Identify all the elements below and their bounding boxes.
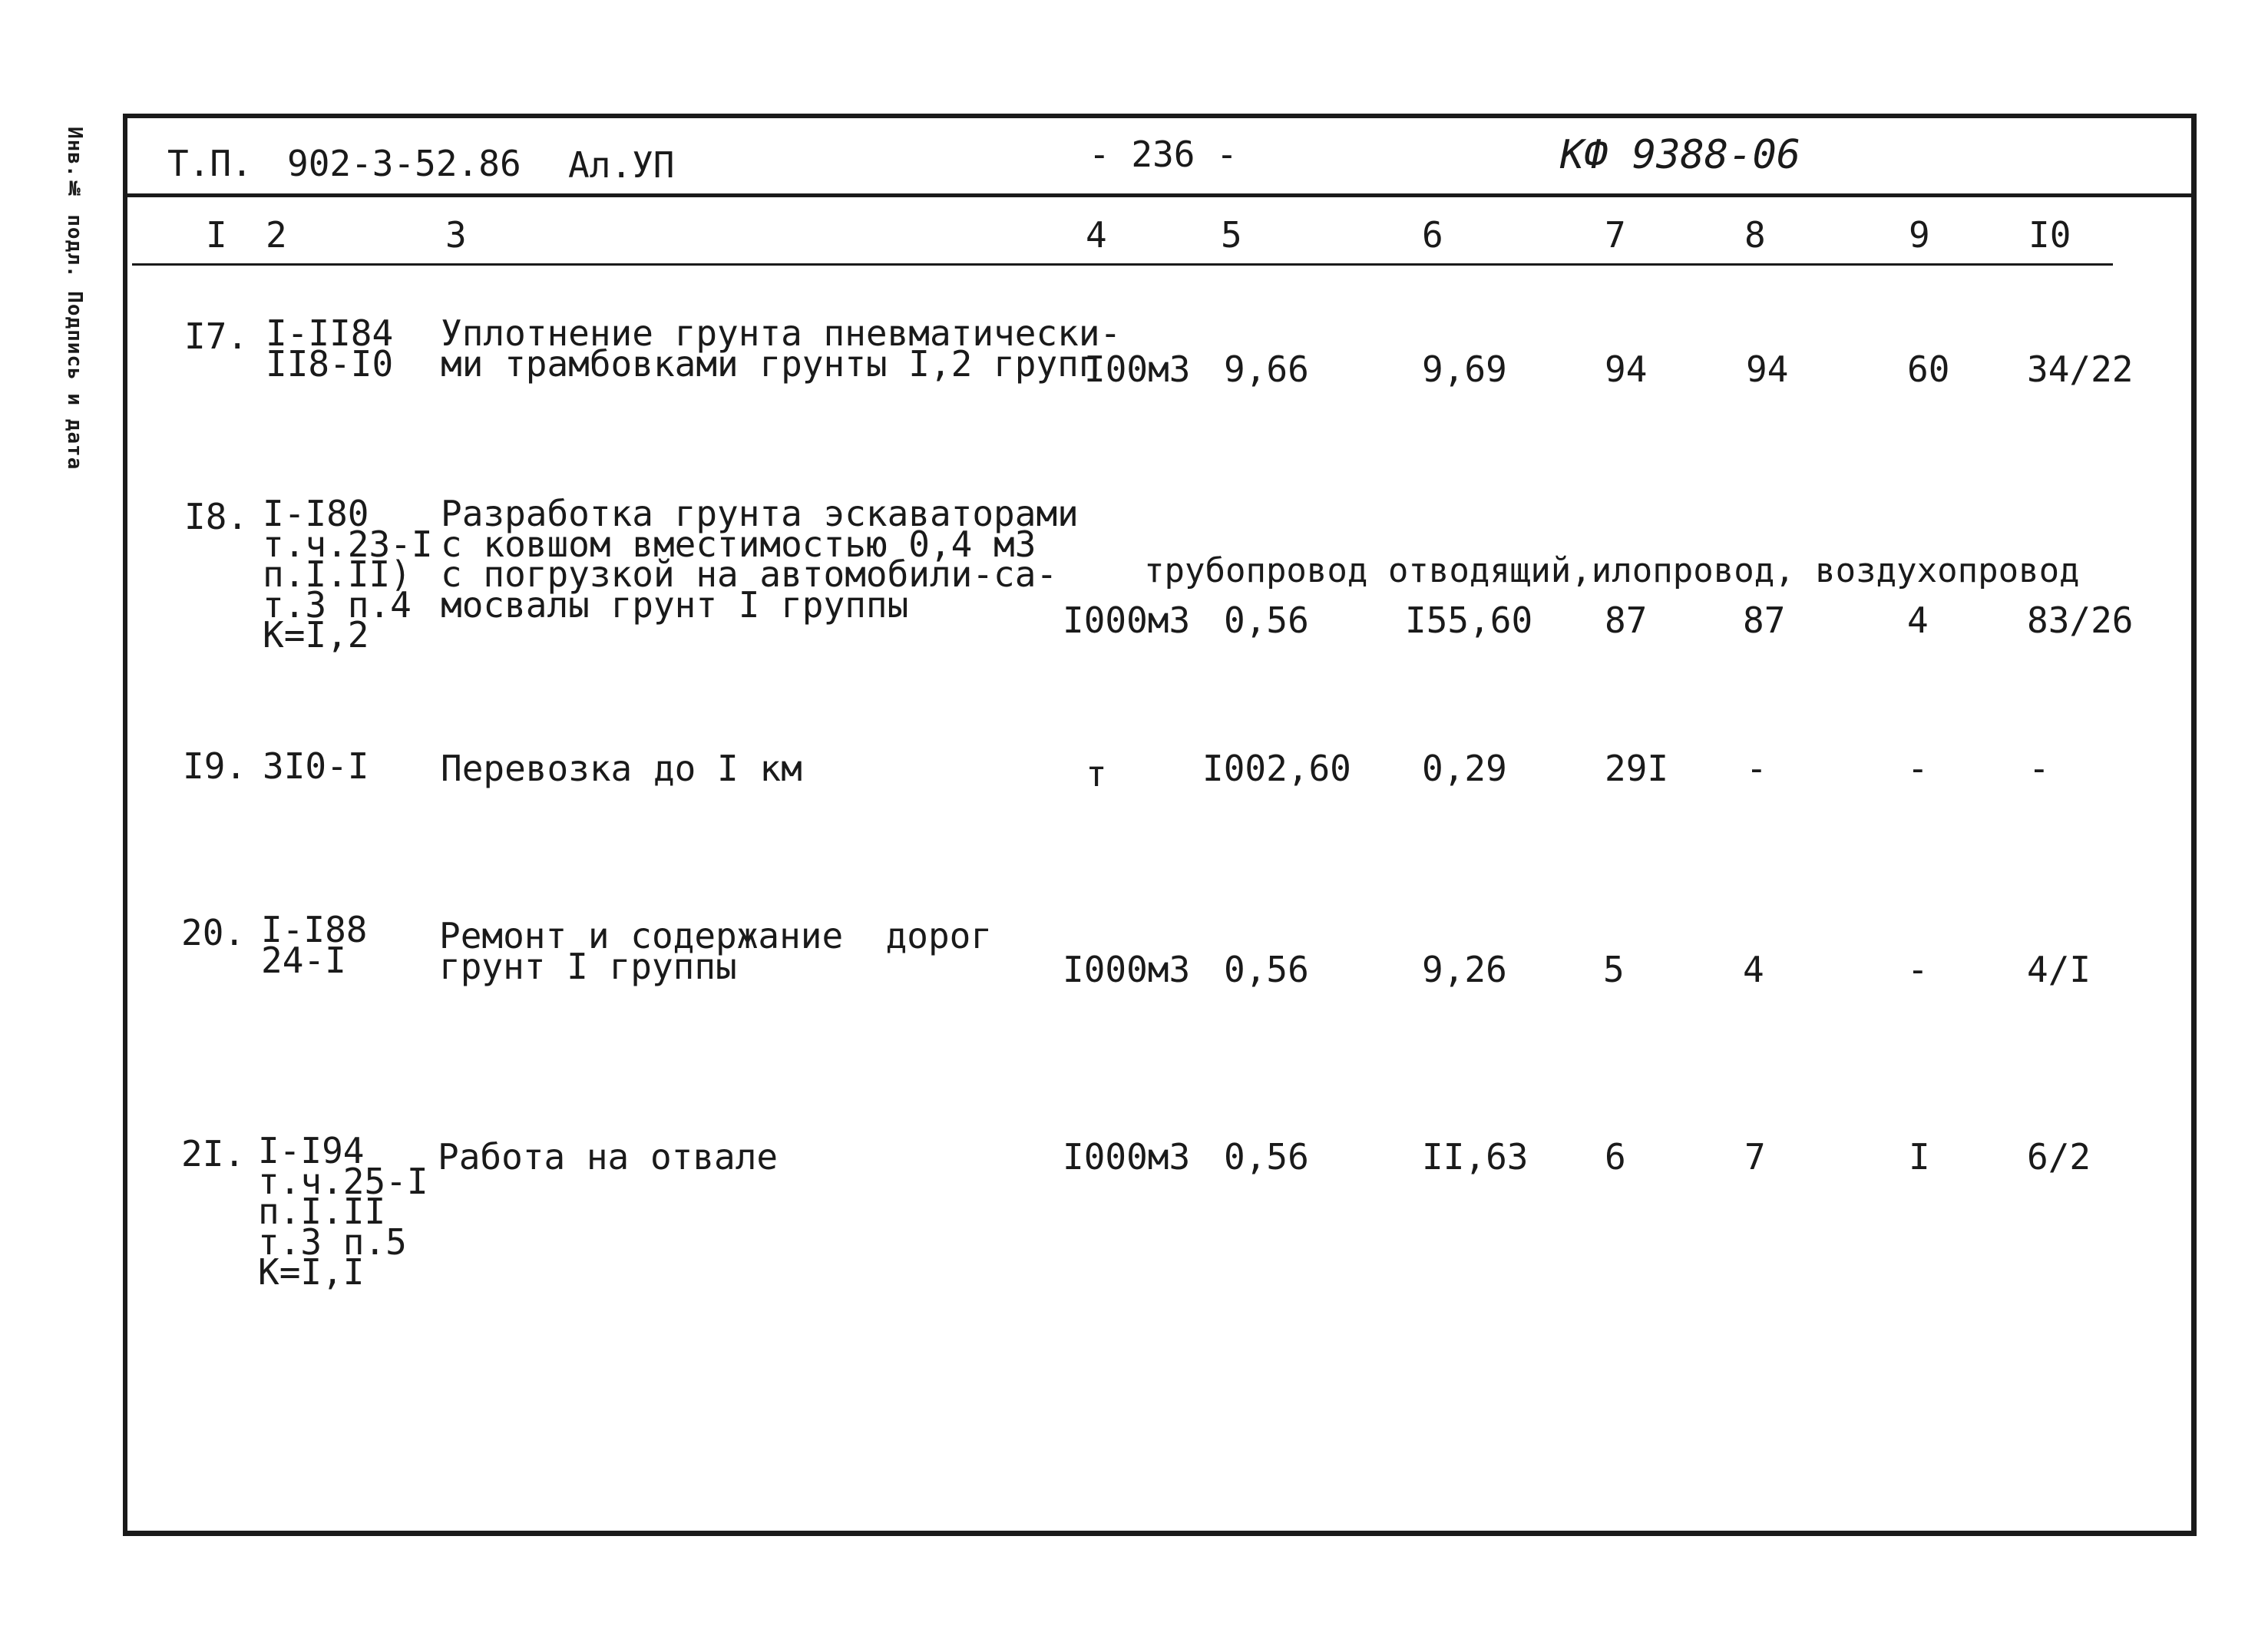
row-col-8: 4 bbox=[1743, 949, 1764, 990]
row-col-5: 0,56 bbox=[1224, 1136, 1309, 1178]
row-code: I-I80 т.ч.23-I п.I.II) т.3 п.4 К=I,2 bbox=[263, 493, 433, 656]
row-number: I8. bbox=[184, 496, 249, 537]
row-unit: I000м3 bbox=[1063, 1136, 1191, 1178]
col-8-header: 8 bbox=[1744, 214, 1766, 256]
row-col-7: 87 bbox=[1605, 600, 1648, 641]
row-col-10: - bbox=[2028, 748, 2050, 789]
row-unit: I00м3 bbox=[1084, 349, 1191, 390]
col-1-header: I bbox=[206, 214, 227, 256]
row-col-5: I002,60 bbox=[1202, 748, 1351, 789]
row-number: I9. bbox=[183, 745, 247, 787]
row-col-6: 9,26 bbox=[1422, 949, 1507, 990]
col-10-header: I0 bbox=[2028, 214, 2071, 256]
row-col-6: II,63 bbox=[1422, 1136, 1529, 1178]
row-col-6: 9,69 bbox=[1422, 349, 1507, 390]
row-col-6: 0,29 bbox=[1422, 748, 1507, 789]
project-number: 902-3-52.86 bbox=[287, 143, 521, 184]
row-col-8: - bbox=[1746, 748, 1767, 789]
row-col-9: I bbox=[1909, 1136, 1930, 1178]
header-divider bbox=[123, 193, 2191, 197]
document-cipher: КФ 9388-06 bbox=[1560, 132, 1801, 178]
row-code: 3I0-I bbox=[263, 745, 369, 787]
row-note: трубопровод отводящий,илопровод, воздухопровод bbox=[1144, 551, 2080, 590]
row-col-10: 4/I bbox=[2027, 949, 2091, 990]
page-number: - 236 - bbox=[1089, 134, 1238, 175]
row-col-7: 94 bbox=[1605, 349, 1648, 390]
row-number: 20. bbox=[181, 912, 246, 953]
row-col-5: 9,66 bbox=[1224, 349, 1309, 390]
row-number: I7. bbox=[184, 315, 249, 357]
row-col-9: 60 bbox=[1907, 349, 1950, 390]
row-code: I-I88 24-I bbox=[261, 909, 368, 981]
col-5-header: 5 bbox=[1221, 214, 1242, 256]
row-col-10: 83/26 bbox=[2027, 600, 2134, 641]
row-description: Уплотнение грунта пневматически- ми трамбовками грунты I,2 групп bbox=[441, 312, 1122, 385]
row-col-5: 0,56 bbox=[1224, 949, 1309, 990]
row-description: Ремонт и содержание дорог грунт I группы bbox=[439, 915, 993, 987]
row-col-8: 7 bbox=[1744, 1136, 1766, 1178]
row-col-9: - bbox=[1907, 748, 1929, 789]
row-col-10: 6/2 bbox=[2027, 1136, 2091, 1178]
column-header-rule bbox=[132, 263, 2113, 266]
row-col-6: I55,60 bbox=[1405, 600, 1533, 641]
col-6-header: 6 bbox=[1422, 214, 1443, 256]
col-3-header: 3 bbox=[445, 214, 467, 256]
row-description: Работа на отвале bbox=[438, 1136, 779, 1178]
project-prefix: Т.П. bbox=[167, 143, 253, 184]
row-unit: I000м3 bbox=[1063, 949, 1191, 990]
side-stamp: Инв.№ подл. Подпись и дата bbox=[63, 127, 86, 471]
row-col-8: 94 bbox=[1746, 349, 1789, 390]
col-7-header: 7 bbox=[1605, 214, 1626, 256]
row-code: I-I94 т.ч.25-I п.I.II т.3 п.5 К=I,I bbox=[258, 1130, 428, 1293]
row-unit: т bbox=[1086, 753, 1107, 795]
album-label: Ал.УП bbox=[568, 144, 675, 186]
row-col-10: 34/22 bbox=[2027, 349, 2134, 390]
row-col-7: 29I bbox=[1605, 748, 1669, 789]
page-frame bbox=[123, 114, 2197, 1536]
row-number: 2I. bbox=[181, 1133, 246, 1174]
row-col-9: - bbox=[1907, 949, 1929, 990]
col-2-header: 2 bbox=[266, 214, 287, 256]
row-col-7: 5 bbox=[1603, 949, 1625, 990]
row-col-9: 4 bbox=[1907, 600, 1929, 641]
row-description: Перевозка до I км bbox=[441, 748, 802, 789]
col-9-header: 9 bbox=[1909, 214, 1930, 256]
row-col-8: 87 bbox=[1743, 600, 1786, 641]
row-col-7: 6 bbox=[1605, 1136, 1626, 1178]
col-4-header: 4 bbox=[1086, 214, 1107, 256]
row-description: Разработка грунта эскаваторами с ковшом вместимостью 0,4 м3 с погрузкой на автомобили-са- мосвалы грунт I группы bbox=[441, 493, 1079, 626]
row-code: I-II84 II8-I0 bbox=[266, 312, 394, 385]
row-unit: I000м3 bbox=[1063, 600, 1191, 641]
row-col-5: 0,56 bbox=[1224, 600, 1309, 641]
